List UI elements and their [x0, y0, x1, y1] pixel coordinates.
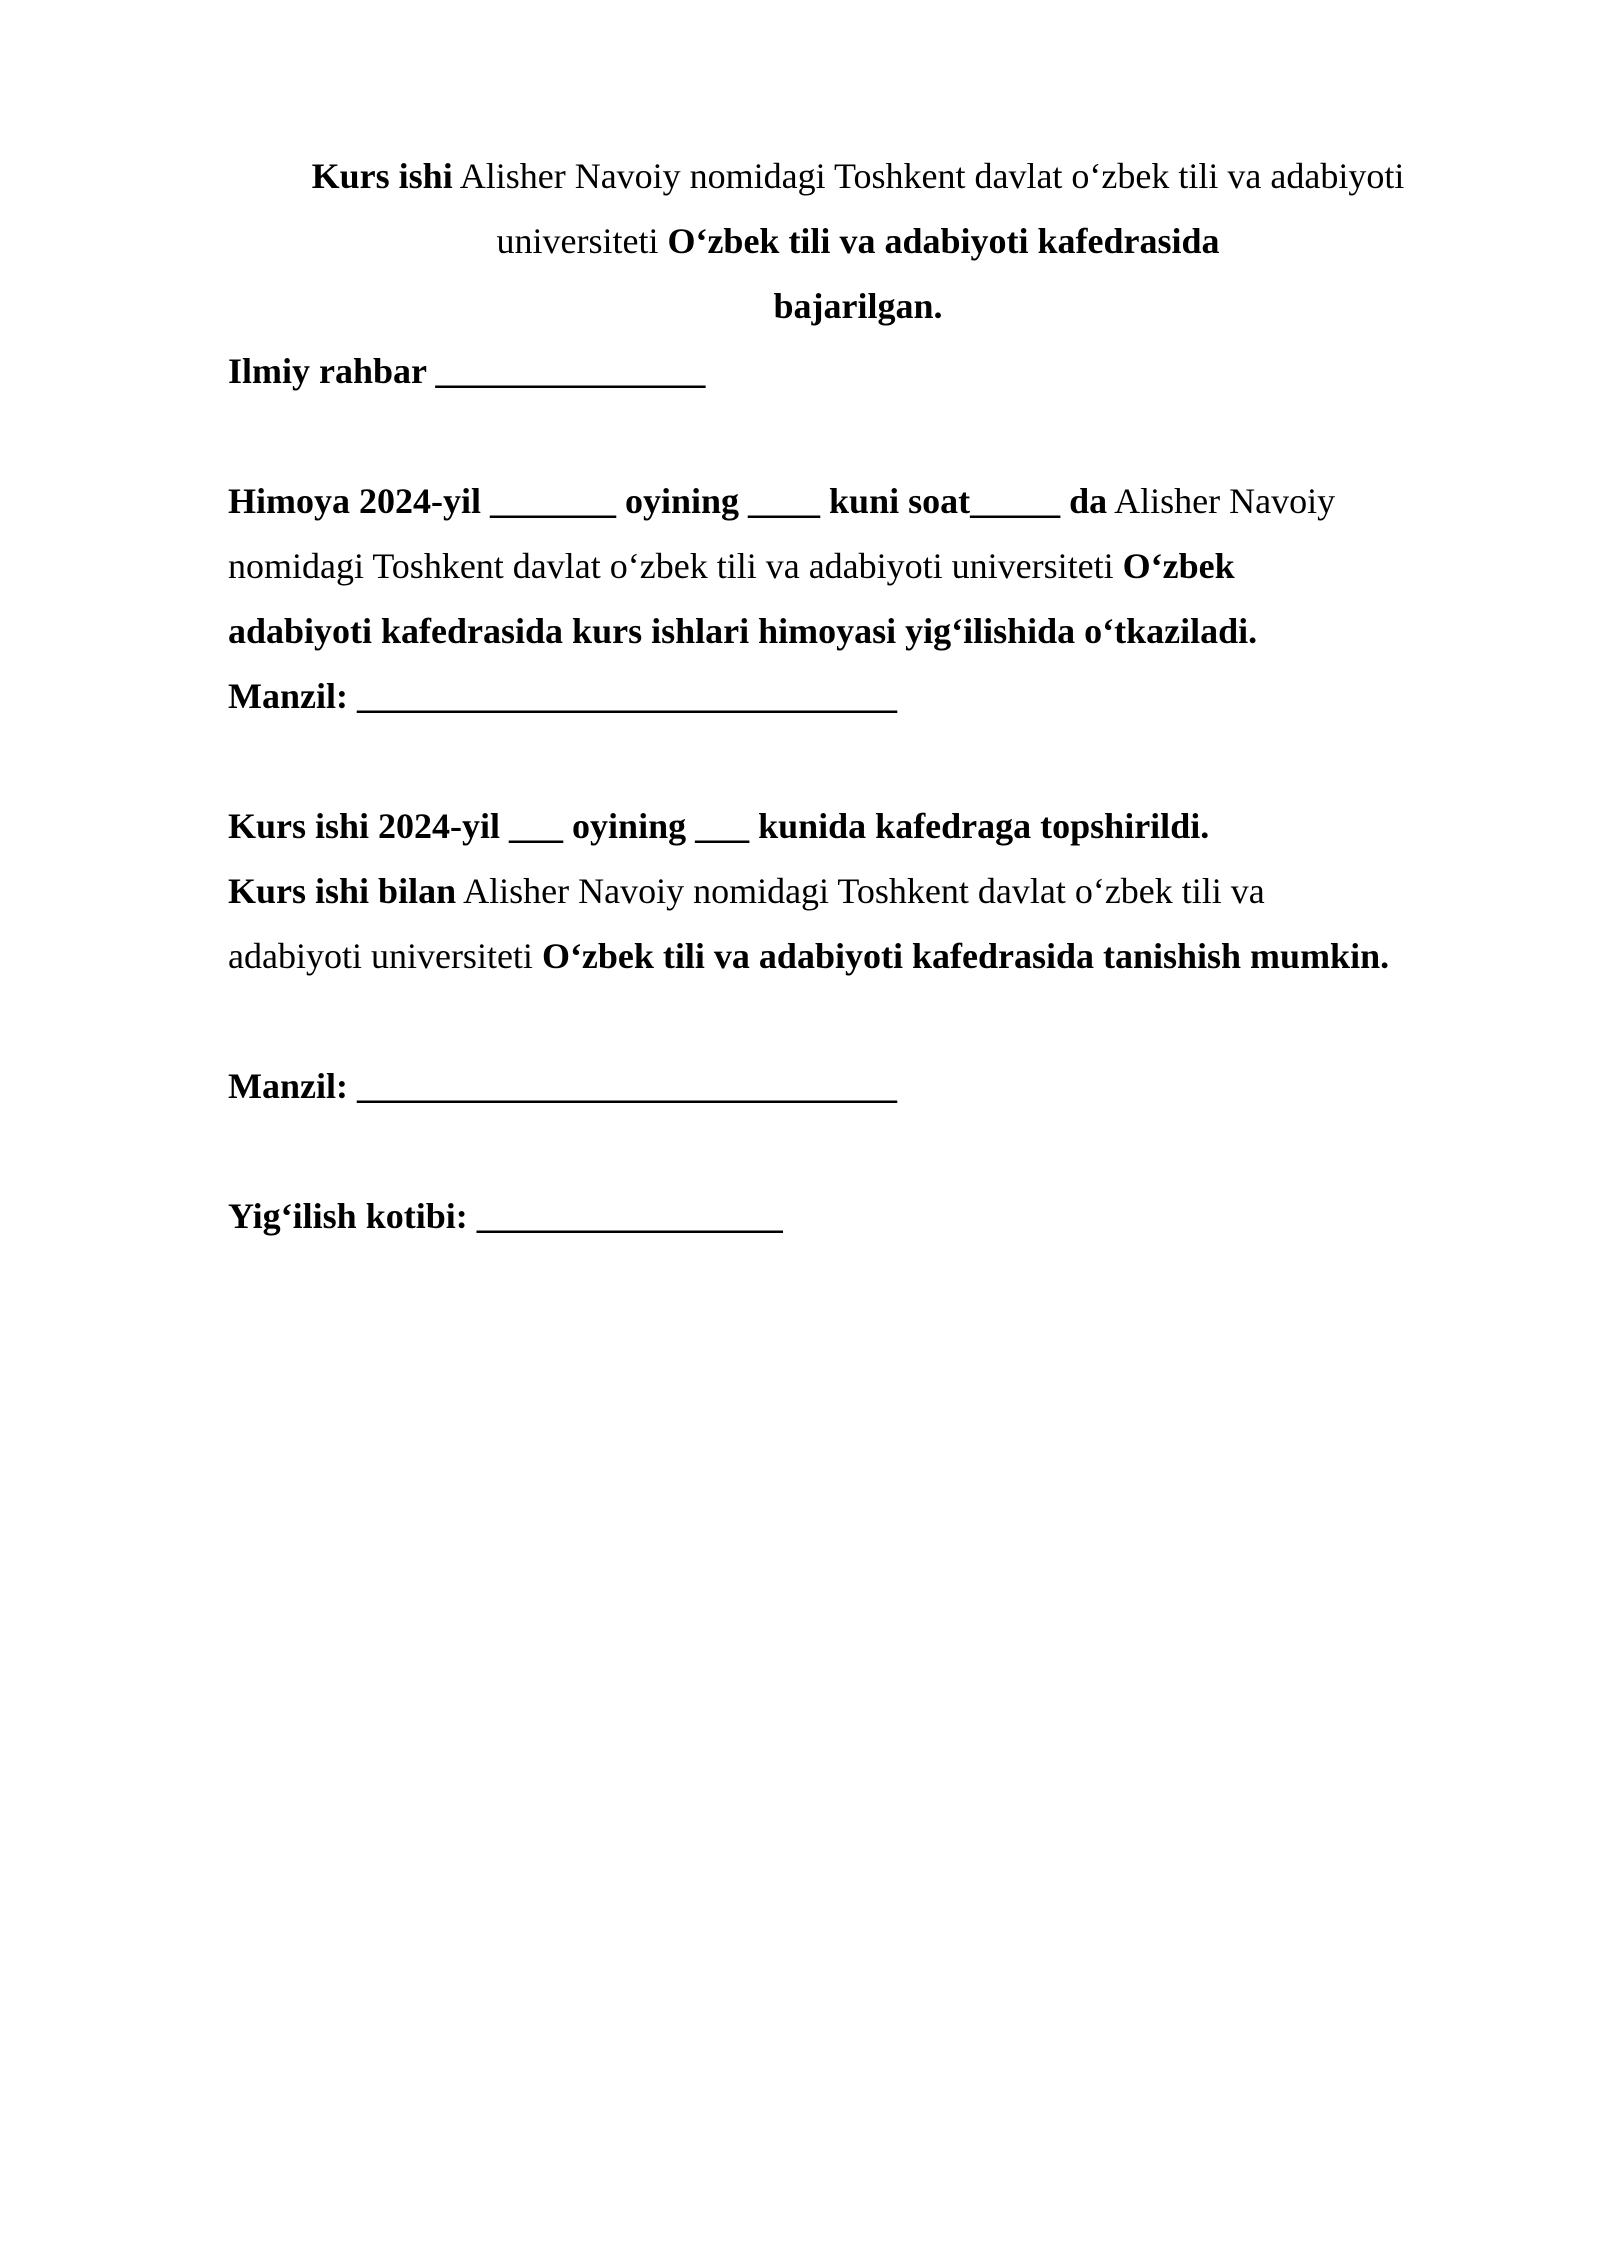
intro-department: O‘zbek tili va adabiyoti kafedrasida	[667, 221, 1220, 261]
submission-familiarize-label: Kurs ishi bilan	[228, 871, 457, 911]
defense-line-2	[228, 548, 1235, 584]
submission-university-end: adabiyoti universiteti	[228, 936, 542, 976]
defense-university-text: nomidagi Toshkent davlat o‘zbek tili va adabiyoti universiteti	[228, 546, 1123, 586]
defense-department-start: O‘zbek	[1122, 546, 1235, 586]
address2-field: Manzil: ______________________________	[228, 1066, 897, 1106]
intro-university-word: universiteti	[496, 221, 668, 261]
submission-line-2	[228, 873, 1265, 909]
address2-line	[228, 1068, 897, 1104]
intro-course-work-label: Kurs ishi	[311, 156, 453, 196]
intro-university-text: Alisher Navoiy nomidagi Toshkent davlat o‘zbek tili va adabiyoti	[452, 156, 1405, 196]
supervisor-field: Ilmiy rahbar _______________	[228, 351, 706, 391]
defense-line-1	[228, 483, 1335, 519]
secretary-field: Yig‘ilish kotibi: _________________	[228, 1196, 783, 1236]
submission-line-3	[228, 938, 1389, 974]
defense-department-end: adabiyoti kafedrasida kurs ishlari himoyasi yig‘ilishida o‘tkaziladi.	[228, 611, 1258, 651]
intro-line-2	[0, 223, 1600, 259]
intro-line-3	[0, 288, 1600, 324]
defense-university-start: Alisher Navoiy	[1107, 481, 1336, 521]
defense-line-3	[228, 613, 1257, 649]
defense-address-line	[228, 678, 897, 714]
supervisor-line	[228, 353, 705, 389]
defense-address-field: Manzil: ______________________________	[228, 676, 897, 716]
secretary-line	[228, 1198, 783, 1234]
intro-line-1	[0, 158, 1600, 194]
submission-university-text: Alisher Navoiy nomidagi Toshkent davlat o‘zbek tili va	[456, 871, 1265, 911]
intro-completed: bajarilgan.	[773, 286, 943, 326]
submission-department: O‘zbek tili va adabiyoti kafedrasida tanishish mumkin.	[541, 936, 1390, 976]
submission-line-1	[228, 808, 1209, 844]
submission-date-fields: Kurs ishi 2024-yil ___ oyining ___ kunida kafedraga topshirildi.	[228, 806, 1210, 846]
defense-date-fields: Himoya 2024-yil _______ oyining ____ kuni soat_____ da	[228, 481, 1108, 521]
